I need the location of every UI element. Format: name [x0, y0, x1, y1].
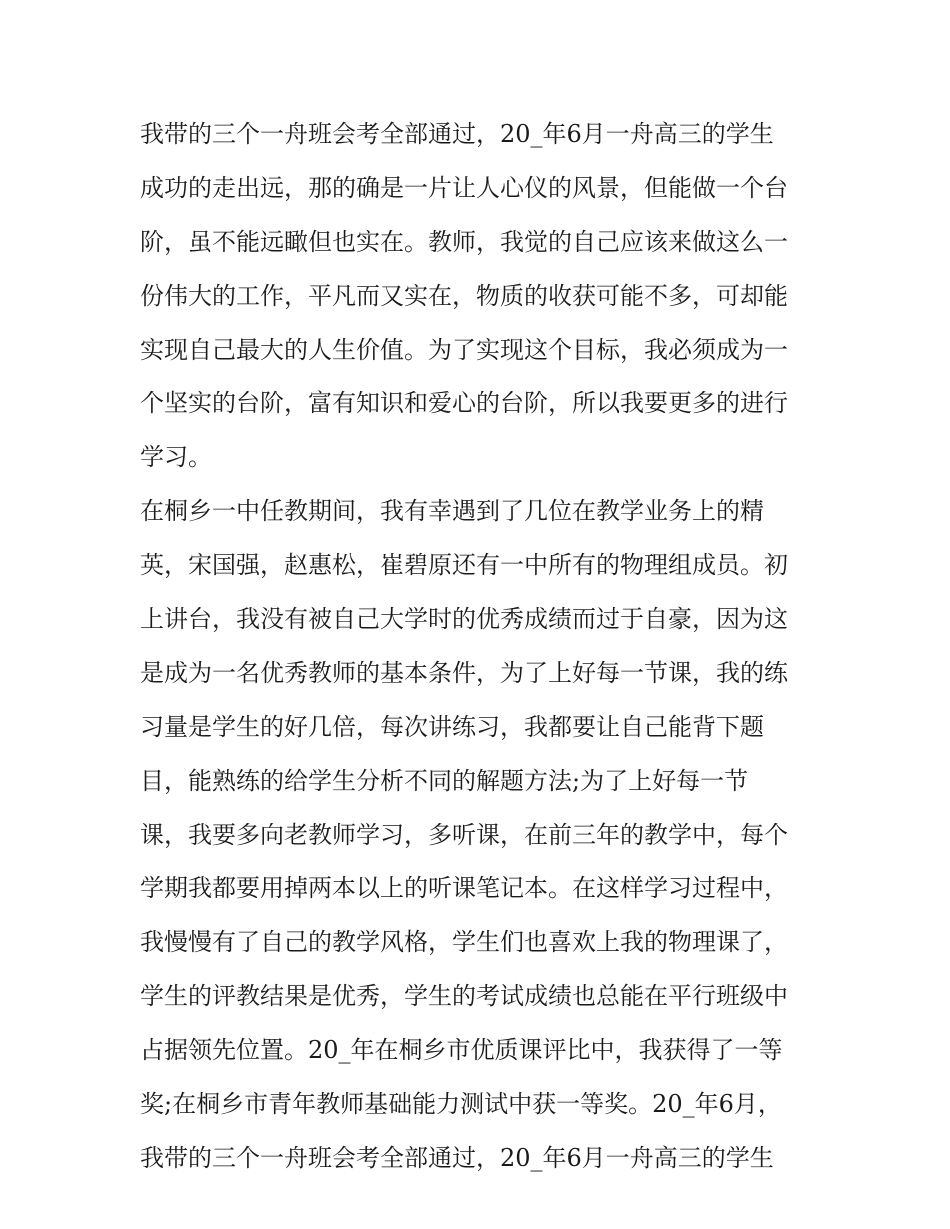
- text-line: 我带的三个一舟班会考全部通过，20_年6月一舟高三的学生: [140, 1143, 774, 1172]
- text-line: 在桐乡一中任教期间，我有幸遇到了几位在教学业务上的精: [140, 497, 764, 526]
- text-line: 课，我要多向老教师学习，多听课，在前三年的教学中，每个: [140, 820, 788, 849]
- body-text: [140, 108, 820, 1186]
- text-line: 我带的三个一舟班会考全部通过，20_年6月一舟高三的学生: [140, 120, 774, 148]
- text-line: 习量是学生的好几倍，每次讲练习，我都要让自己能背下题: [140, 712, 764, 741]
- text-line: 英，宋国强，赵惠松，崔碧原还有一中所有的物理组成员。初: [140, 551, 788, 580]
- text-line: 奖;在桐乡市青年教师基础能力测试中获一等奖。20_年6月，: [140, 1090, 782, 1119]
- text-line: 份伟大的工作，平凡而又实在，物质的收获可能不多，可却能: [140, 281, 788, 310]
- text-line: 学生的评教结果是优秀，学生的考试成绩也总能在平行班级中: [140, 982, 788, 1011]
- text-line: 我慢慢有了自己的教学风格，学生们也喜欢上我的物理课了，: [140, 928, 788, 957]
- text-line: 目，能熟练的给学生分析不同的解题方法;为了上好每一节: [140, 766, 749, 795]
- text-line: 上讲台，我没有被自己大学时的优秀成绩而过于自豪，因为这: [140, 605, 788, 634]
- text-line: 学期我都要用掉两本以上的听课笔记本。在这样学习过程中，: [140, 874, 788, 903]
- text-line: 成功的走出远，那的确是一片让人心仪的风景，但能做一个台: [140, 173, 788, 202]
- text-line: 是成为一名优秀教师的基本条件，为了上好每一节课，我的练: [140, 658, 788, 687]
- text-line: 学习。: [140, 443, 212, 472]
- text-line: 实现自己最大的人生价值。为了实现这个目标，我必须成为一: [140, 335, 788, 364]
- text-line: 占据领先位置。20_年在桐乡市优质课评比中，我获得了一等: [140, 1036, 783, 1065]
- text-line: 阶，虽不能远瞰但也实在。教师，我觉的自己应该来做这么一: [140, 227, 788, 256]
- text-line: 个坚实的台阶，富有知识和爱心的台阶，所以我要更多的进行: [140, 389, 788, 418]
